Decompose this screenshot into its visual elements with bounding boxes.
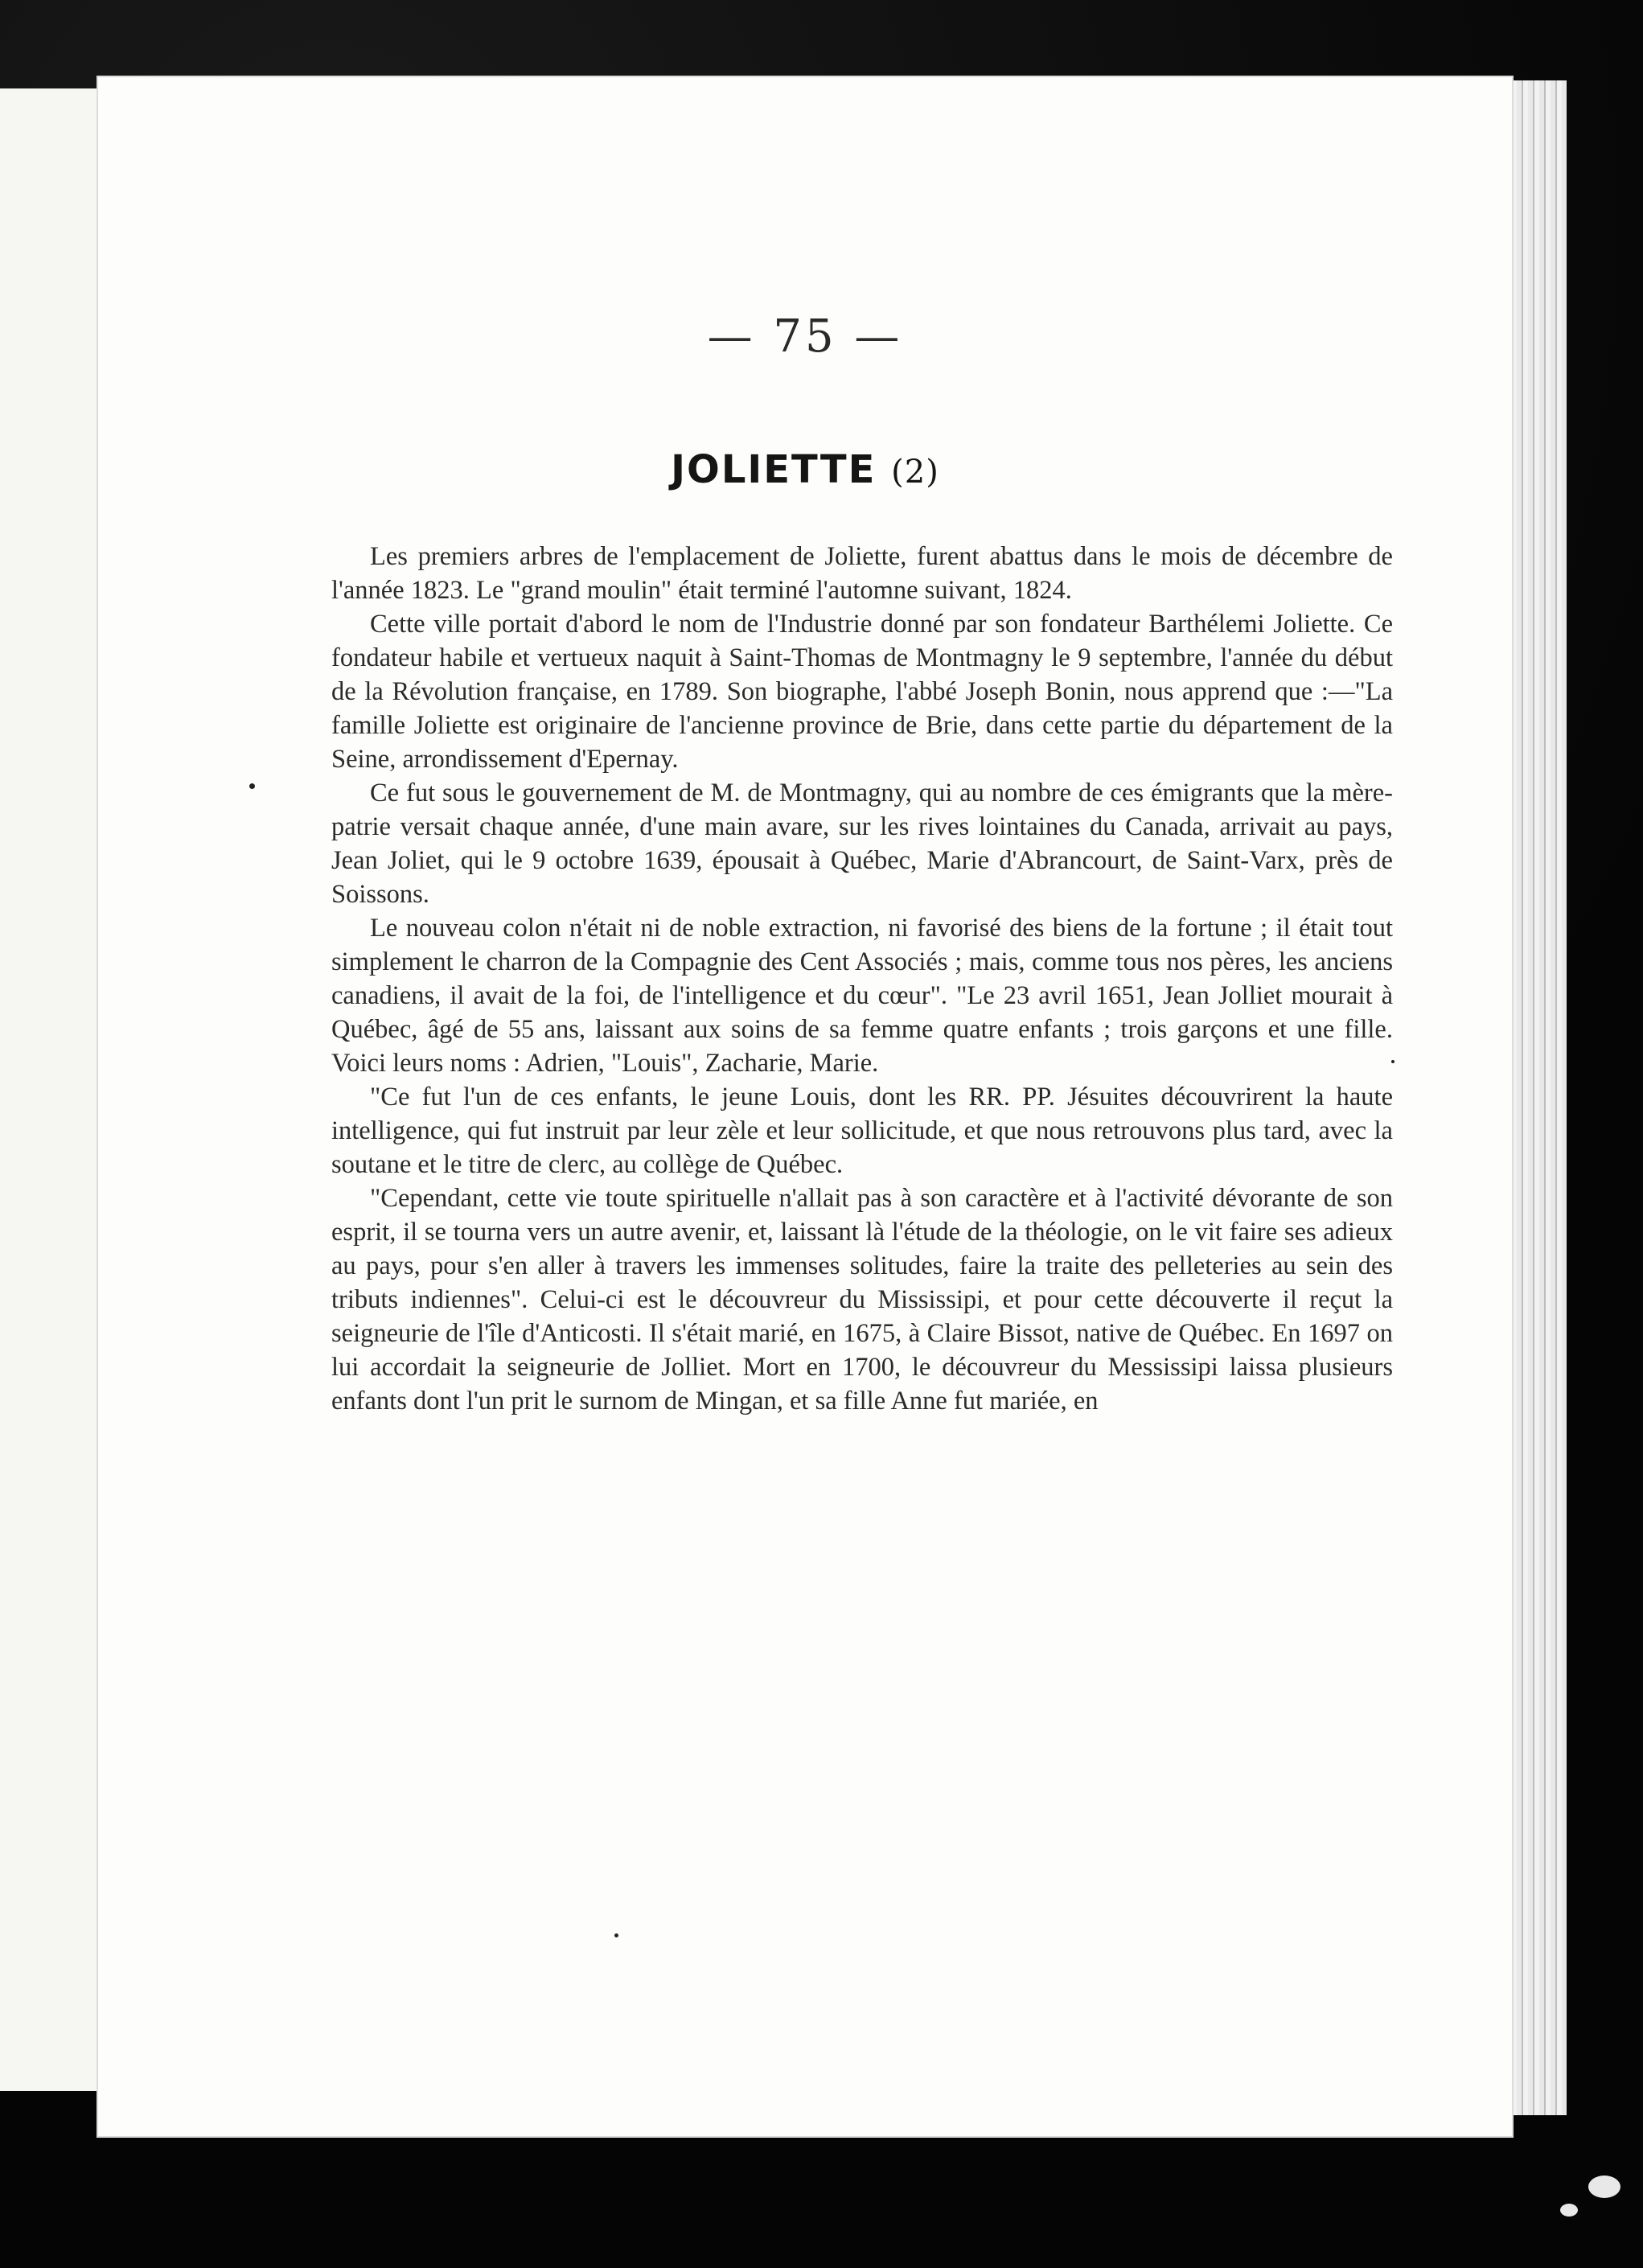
ink-speck [1391,1060,1394,1063]
paragraph-2: Cette ville portait d'abord le nom de l'Industrie donné par son fondateur Barthélemi Joliette. Ce fondateur habile et vertueux naquit à Saint-Thomas de Montmagny le 9 septembre, l'année du début de la Révolution française, en 1789. Son biographe, l'abbé Joseph Bonin, nous apprend que :—"La famille Joliette est originaire de l'ancienne province de Brie, dans cette partie du département de la Seine, arrondissement d'Epernay. [331,610,1393,774]
paragraph-6: "Cependant, cette vie toute spirituelle n'allait pas à son caractère et à l'activité dévorante de son esprit, il se tourna vers un autre avenir, et, laissant là l'étude de la théologie, on le vit faire ses adieux au pays, pour s'en aller à travers les immenses solitudes, faire la traite des pelleteries au sein des tributs indiennes". Celui-ci est le découvreur du Mississipi, et pour cette découverte il reçut la seigneurie de l'île d'Anticosti. Il s'était marié, en 1675, à Claire Bissot, native de Québec. En 1697 on lui accordait la seigneurie de Jolliet. Mort en 1700, le découvreur du Messissipi laissa plusieurs enfants dont l'un prit le surnom de Mingan, et sa fille Anne fut mariée, en [331,1184,1393,1415]
chapter-title [98,447,1512,492]
ink-speck [614,1933,618,1937]
ink-speck [249,783,255,789]
paragraph-1: Les premiers arbres de l'emplacement de Joliette, furent abattus dans le mois de décembre de l'année 1823. Le "grand moulin" était terminé l'automne suivant, 1824. [331,542,1393,605]
paragraph-4: Le nouveau colon n'était ni de noble extraction, ni favorisé des biens de la fortune ; il était tout simplement le charron de la Compagnie des Cent Associés ; mais, comme tous nos pères, les anciens canadiens, il avait de la foi, de l'intelligence et du cœur". "Le 23 avril 1651, Jean Jolliet mourait à Québec, âgé de 55 ans, laissant aux soins de sa femme quatre enfants ; trois garçons et une fille. Voici leurs noms : Adrien, "Louis", Zacharie, Marie. [331,914,1393,1078]
chapter-title-text: JOLIETTE [671,447,877,492]
scan-glare-spot [1588,2176,1620,2198]
scan-glare-spot [1560,2204,1578,2217]
paragraph-3: Ce fut sous le gouvernement de M. de Montmagny, qui au nombre de ces émigrants que la mère-patrie versait chaque année, d'une main avare, sur les rives lointaines du Canada, arrivait au pays, Jean Joliet, qui le 9 octobre 1639, épousait à Québec, Marie d'Abrancourt, de Saint-Varx, près de Soissons. [331,779,1393,909]
chapter-title-footnote: (2) [891,454,939,491]
body-text [331,540,1393,1418]
paragraph-5: "Ce fut l'un de ces enfants, le jeune Louis, dont les RR. PP. Jésuites découvrirent la haute intelligence, qui fut instruit par leur zèle et leur sollicitude, et que nous retrouvons plus tard, avec la soutane et le titre de clerc, au collège de Québec. [331,1083,1393,1179]
facing-page-edge [0,88,101,2091]
book-page [98,77,1512,2136]
page-number: — 75 — [707,310,903,363]
